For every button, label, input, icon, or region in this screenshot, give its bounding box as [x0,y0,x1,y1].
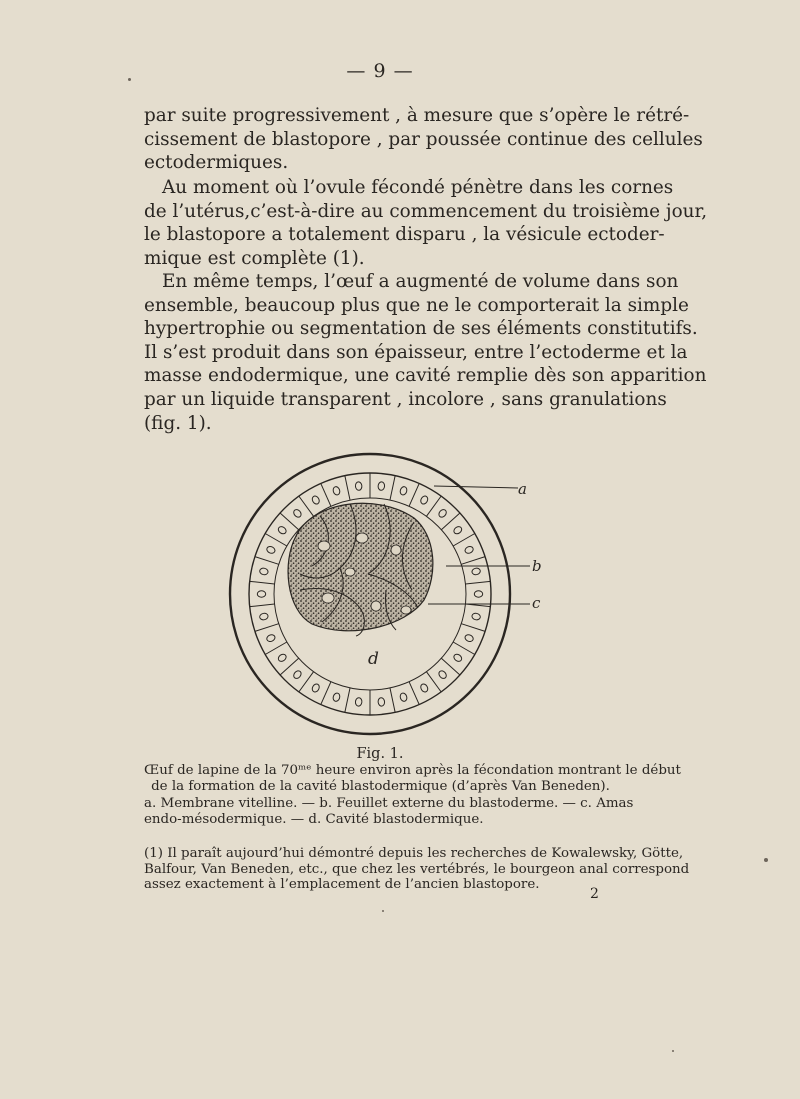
cell-wall [250,604,275,607]
cell-wall [345,688,350,712]
cell-wall [390,688,395,712]
cell-nucleus [437,669,447,680]
paragraph-line: ectodermiques. [144,152,289,174]
paragraph-line: (fig. 1). [144,412,212,434]
page-number: — 9 — [346,60,414,82]
paragraph-line: ensemble, beaucoup plus que ne le comporterait la simple [144,294,689,316]
cell-nucleus [464,633,474,642]
paragraph-line: Au moment où l’ovule fécondé pénètre dans les cornes [162,177,674,198]
cell-wall [461,624,485,632]
cell-wall [321,483,331,506]
paragraph-line: par suite progressivement , à mesure que s’opère le rétré- [144,105,690,126]
figure-caption [144,763,681,795]
paragraph-1 [144,104,703,175]
caption-line: Œuf de lapine de la 70ᵐᵉ heure environ après la fécondation montrant le début [144,763,681,778]
paper-speck [672,1050,674,1052]
cell-nucleus [399,486,408,496]
cell-nucleus [332,486,341,496]
cell-wall [265,534,287,547]
cell-wall [461,557,485,565]
cell-nucleus [378,697,385,706]
cell-nucleus [292,508,302,519]
cell-nucleus [452,525,463,535]
paragraph-2 [144,176,708,270]
cell-nucleus [464,545,474,554]
cell-nucleus [471,613,481,621]
cell-wall [265,642,287,655]
figure-title: Fig. 1. [356,746,404,762]
cell-nucleus [419,495,429,505]
cell-nucleus [266,633,276,642]
footnote [144,846,690,893]
signature-mark: 2 [590,886,599,902]
paragraph-3 [144,270,707,435]
paragraph-line: cissement de blastopore , par poussée continue des cellules [144,128,703,150]
cell-wall [321,682,331,705]
legend-line: a. Membrane vitelline. — b. Feuillet externe du blastoderme. — c. Amas [144,796,634,811]
cell-nucleus [378,482,385,491]
footnote-line: assez exactement à l’emplacement de l’ancien blastopore. [144,877,540,893]
figure-label-d: d [368,649,379,669]
cell-nucleus [277,525,288,535]
cell-wall [250,581,275,584]
paragraph-line: Il s’est produit dans son épaisseur, entre l’ectoderme et la [144,341,688,363]
cell-nucleus [474,591,482,597]
cell-nucleus [355,697,362,706]
paper-speck [764,858,768,862]
paragraph-line: En même temps, l’œuf a augmenté de volume dans son [162,271,679,292]
paper-speck [128,78,131,81]
cell-wall [345,476,350,500]
cell-nucleus [399,692,408,702]
cell-nucleus [292,669,302,680]
legend-line: endo-mésodermique. — d. Cavité blastodermique. [144,812,484,828]
cell-nucleus [419,683,429,693]
figure-legend [144,796,634,828]
embryo-illustration [200,440,560,740]
cell-wall [409,682,419,705]
cell-wall [453,534,475,547]
cell-wall [409,483,419,506]
cell-wall [453,642,475,655]
paragraph-line: le blastopore a totalement disparu , la vésicule ectoder- [144,224,665,246]
cell-wall [255,624,279,632]
cell-nucleus [471,567,481,575]
caption-line: de la formation de la cavité blastodermique (d’après Van Beneden). [151,779,610,795]
cell-nucleus [257,591,265,597]
cell-nucleus [259,567,269,575]
cell-wall [465,581,490,584]
endo-mesodermic-mass [288,503,433,636]
figure-label-a: a [518,480,527,498]
leader-line-a [434,486,518,488]
cell-wall [255,557,279,565]
cell-nucleus [452,653,463,663]
paragraph-line: mique est complète (1). [144,247,365,269]
paragraph-line: masse endodermique, une cavité remplie dès son apparition [144,365,707,387]
cell-nucleus [311,495,321,505]
paper-speck [382,910,384,912]
paragraph-line: par un liquide transparent , incolore , sans granulations [144,388,667,410]
cell-nucleus [266,545,276,554]
cell-nucleus [355,482,362,491]
cell-nucleus [332,692,341,702]
footnote-line: (1) Il paraît aujourd’hui démontré depuis les recherches de Kowalewsky, Götte, [144,846,684,861]
cell-nucleus [311,683,321,693]
cell-wall [390,476,395,500]
figure-label-c: c [532,594,541,612]
paragraph-line: de l’utérus,c’est-à-dire au commencement du troisième jour, [144,200,708,222]
cell-nucleus [277,653,288,663]
cell-nucleus [437,508,447,519]
figure-label-b: b [532,557,542,575]
paragraph-line: hypertrophie ou segmentation de ses éléments constitutifs. [144,318,698,340]
footnote-line: Balfour, Van Beneden, etc., que chez les vertébrés, le bourgeon anal correspond [144,861,690,877]
cell-nucleus [259,613,269,621]
